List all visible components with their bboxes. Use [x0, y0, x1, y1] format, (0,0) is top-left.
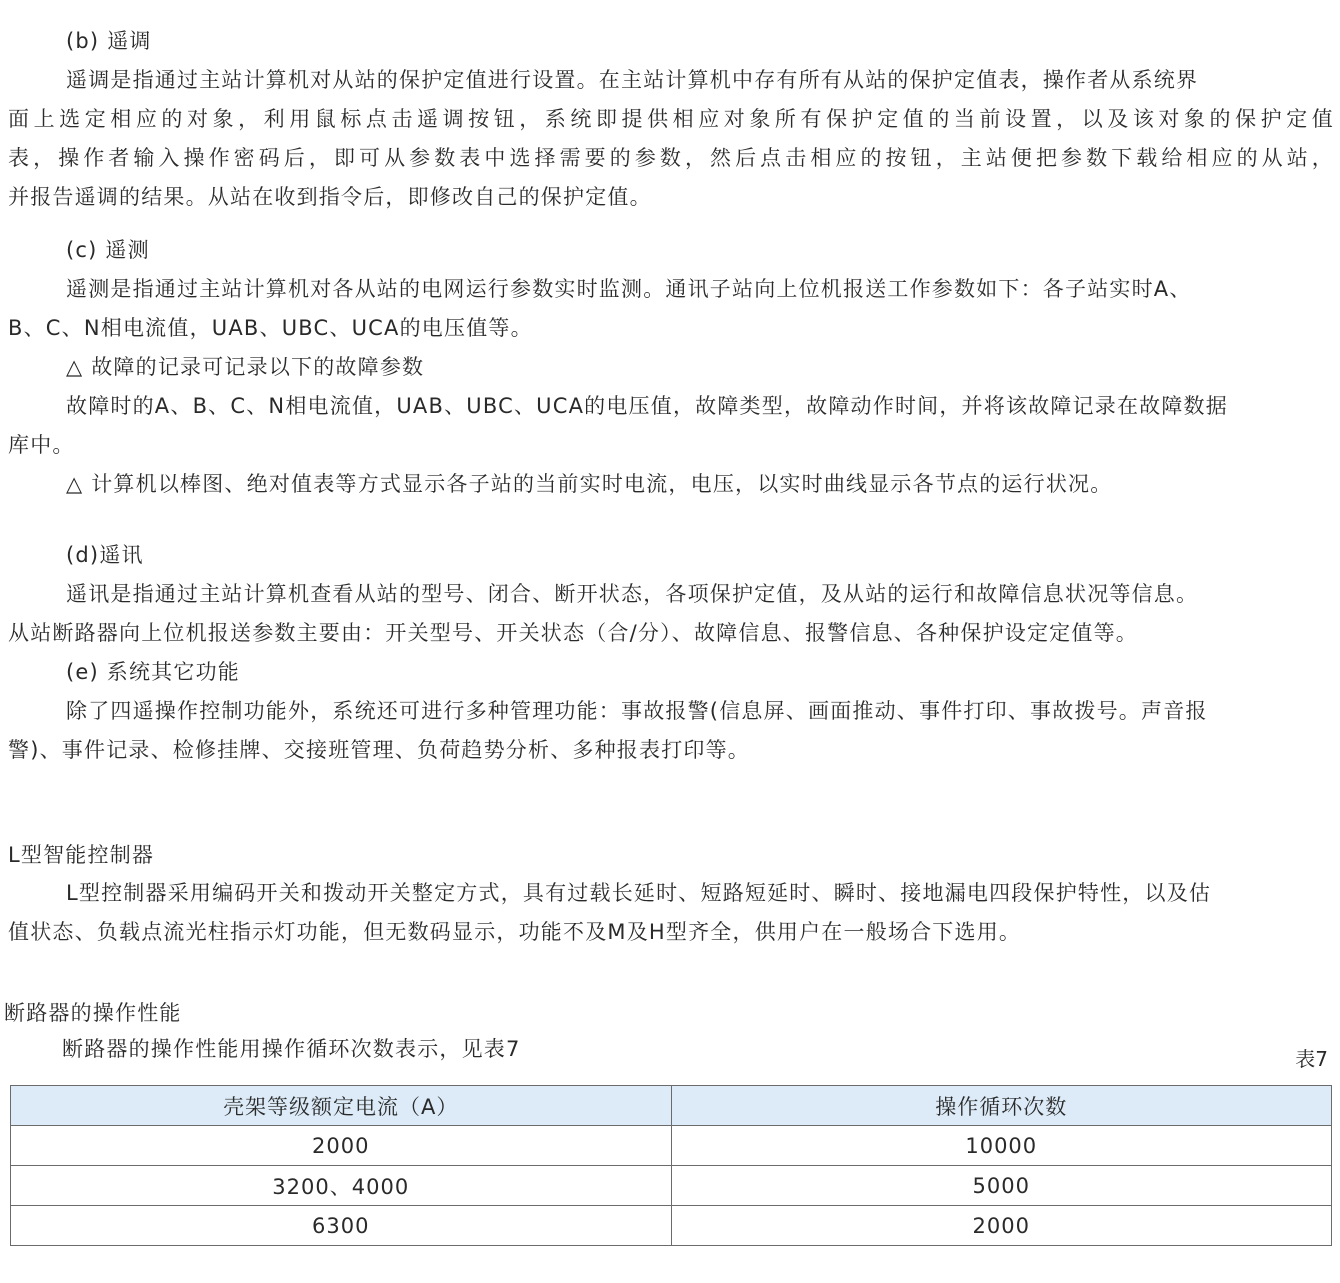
section-b-heading: (b) 遥调 [66, 29, 152, 53]
section-c-line-1: 遥测是指通过主站计算机对各从站的电网运行参数实时监测。通讯子站向上位机报送工作参数如下：各子站实时A、 [66, 277, 1192, 301]
section-b-line-1: 遥调是指通过主站计算机对从站的保护定值进行设置。在主站计算机中存有所有从站的保护定值表，操作者从系统界 [66, 68, 1199, 92]
section-c-line-3: △ 故障的记录可记录以下的故障参数 [66, 355, 425, 379]
section-d-line-2: 从站断路器向上位机报送参数主要由：开关型号、开关状态（合/分）、故障信息、报警信息、各种保护设定定值等。 [8, 621, 1138, 645]
table-row [11, 1206, 1332, 1246]
ops-line: 断路器的操作性能用操作循环次数表示，见表7 [62, 1037, 521, 1061]
section-c-line-6: △ 计算机以棒图、绝对值表等方式显示各子站的当前实时电流，电压，以实时曲线显示各节点的运行状况。 [66, 472, 1113, 496]
table-caption: 表7 [1295, 1047, 1328, 1071]
section-b-line-3: 表，操作者输入操作密码后，即可从参数表中选择需要的参数，然后点击相应的按钮，主站便把参数下载给相应的从站， [8, 146, 1334, 170]
cell-rated-current: 6300 [11, 1206, 672, 1246]
table-row [11, 1126, 1332, 1166]
section-c-line-4: 故障时的A、B、C、N相电流值，UAB、UBC、UCA的电压值，故障类型，故障动作时间，并将该故障记录在故障数据 [66, 394, 1228, 418]
cell-operation-cycles: 5000 [671, 1166, 1332, 1206]
section-e-line-2: 警)、事件记录、检修挂牌、交接班管理、负荷趋势分析、多种报表打印等。 [8, 738, 750, 762]
table-header-row [11, 1086, 1332, 1126]
header-rated-current: 壳架等级额定电流（A） [11, 1086, 672, 1126]
l-type-line-1: L型控制器采用编码开关和拨动开关整定方式，具有过载长延时、短路短延时、瞬时、接地漏电四段保护特性，以及估 [66, 881, 1212, 905]
table-row [11, 1166, 1332, 1206]
section-e-line-1: 除了四遥操作控制功能外，系统还可进行多种管理功能：事故报警(信息屏、画面推动、事件打印、事故拨号。声音报 [66, 699, 1208, 723]
header-operation-cycles: 操作循环次数 [671, 1086, 1332, 1126]
section-b-line-2: 面上选定相应的对象，利用鼠标点击遥调按钮，系统即提供相应对象所有保护定值的当前设置，以及该对象的保护定值 [8, 107, 1334, 131]
cell-operation-cycles: 10000 [671, 1126, 1332, 1166]
section-c-heading: (c) 遥测 [66, 238, 150, 262]
cell-rated-current: 3200、4000 [11, 1166, 672, 1206]
section-c-line-5: 库中。 [8, 433, 75, 457]
section-d-line-1: 遥讯是指通过主站计算机查看从站的型号、闭合、断开状态，各项保护定值，及从站的运行和故障信息状况等信息。 [66, 582, 1199, 606]
l-type-line-2: 值状态、负载点流光柱指示灯功能，但无数码显示，功能不及M及H型齐全，供用户在一般场合下选用。 [8, 920, 1022, 944]
section-b-line-4: 并报告遥调的结果。从站在收到指令后，即修改自己的保护定值。 [8, 185, 652, 209]
operation-cycles-table [10, 1085, 1332, 1246]
section-e-heading: (e) 系统其它功能 [66, 660, 240, 684]
cell-operation-cycles: 2000 [671, 1206, 1332, 1246]
section-d-heading: (d)遥讯 [66, 543, 144, 567]
section-c-line-2: B、C、N相电流值，UAB、UBC、UCA的电压值等。 [8, 316, 533, 340]
ops-heading: 断路器的操作性能 [4, 1001, 182, 1025]
l-type-heading: L型智能控制器 [8, 843, 155, 867]
cell-rated-current: 2000 [11, 1126, 672, 1166]
